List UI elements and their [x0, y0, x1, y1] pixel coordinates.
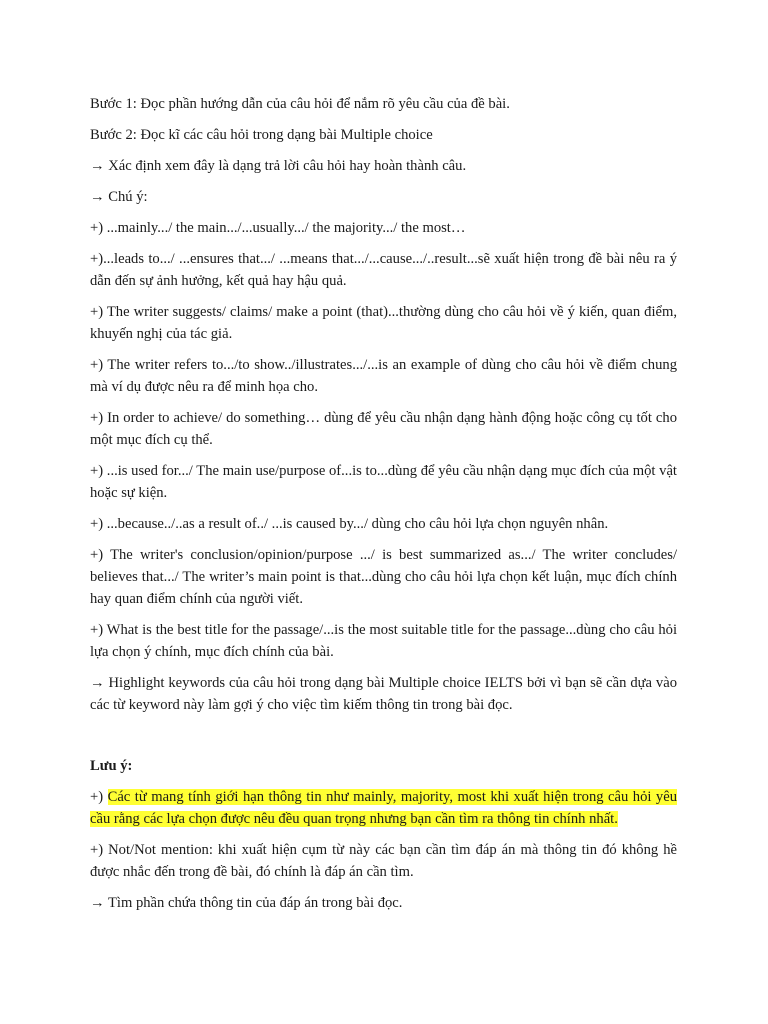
document-page — [90, 93, 677, 923]
note-is-used-for: +) ...is used for.../ The main use/purpose of...is to...dùng để yêu cầu nhận dạng mục đích của một vật hoặc sự kiện. — [90, 463, 677, 501]
note-writer-suggests: +) The writer suggests/ claims/ make a point (that)...thường dùng cho câu hỏi về ý kiến, quan điểm, khuyến nghị của tác giả. — [90, 304, 677, 342]
note-highlight-keywords: → Highlight keywords của câu hỏi trong dạng bài Multiple choice IELTS bởi vì bạn sẽ cần dựa vào các từ keyword này làm gợi ý cho việc tìm kiếm thông tin trong bài đọc. — [90, 675, 677, 713]
note-writers-conclusion: +) The writer's conclusion/opinion/purpose .../ is best summarized as.../ The writer concludes/ believes that.../ The writer’s main point is that...dùng cho câu hỏi lựa chọn kết luận, mục đích chính hay quan điểm chính của người viết. — [90, 547, 677, 607]
section-gap — [90, 725, 677, 755]
note-leads-to: +)...leads to.../ ...ensures that.../ ...means that.../...cause.../..result...sẽ xuất hiện trong đề bài nêu ra ý dẫn đến sự ảnh hưởng, kết quả hay hậu quả. — [90, 251, 677, 289]
step-2: Bước 2: Đọc kĩ các câu hỏi trong dạng bài Multiple choice — [90, 127, 433, 143]
step-1: Bước 1: Đọc phần hướng dẫn của câu hỏi để nắm rõ yêu cầu của đề bài. — [90, 96, 510, 112]
note-writer-refers: +) The writer refers to.../to show../illustrates.../...is an example of dùng cho câu hỏi về điểm chung mà ví dụ được nêu ra để minh họa cho. — [90, 357, 677, 395]
attention-label: → Chú ý: — [90, 189, 148, 205]
highlighted-text: Các từ mang tính giới hạn thông tin như mainly, majority, most khi xuất hiện trong câu hỏi yêu cầu rằng các lựa chọn được nêu đều quan trọng nhưng bạn cần tìm ra thông tin chính nhất. — [90, 789, 678, 827]
note-best-title: +) What is the best title for the passage/...is the most suitable title for the passage...dùng cho câu hỏi lựa chọn ý chính, mục đích chính của bài. — [90, 622, 677, 660]
luu-y-item-3: → Tìm phần chứa thông tin của đáp án trong bài đọc. — [90, 895, 403, 911]
luu-y-item-2: +) Not/Not mention: khi xuất hiện cụm từ này các bạn cần tìm đáp án mà thông tin đó không hề được nhắc đến trong đề bài, đó chính là đáp án cần tìm. — [90, 842, 677, 880]
note-mainly: +) ...mainly.../ the main.../...usually.../ the majority.../ the most… — [90, 220, 466, 236]
note-because: +) ...because../..as a result of../ ...is caused by.../ dùng cho câu hỏi lựa chọn nguyên nhân. — [90, 516, 609, 532]
luu-y-item-1-prefix: +) — [90, 789, 108, 805]
step-2-identify: → Xác định xem đây là dạng trả lời câu hỏi hay hoàn thành câu. — [90, 158, 467, 174]
luu-y-item-1 — [90, 786, 677, 830]
note-in-order-to: +) In order to achieve/ do something… dùng để yêu cầu nhận dạng hành động hoặc công cụ tốt cho một mục đích cụ thể. — [90, 410, 677, 448]
luu-y-heading: Lưu ý: — [90, 758, 133, 774]
